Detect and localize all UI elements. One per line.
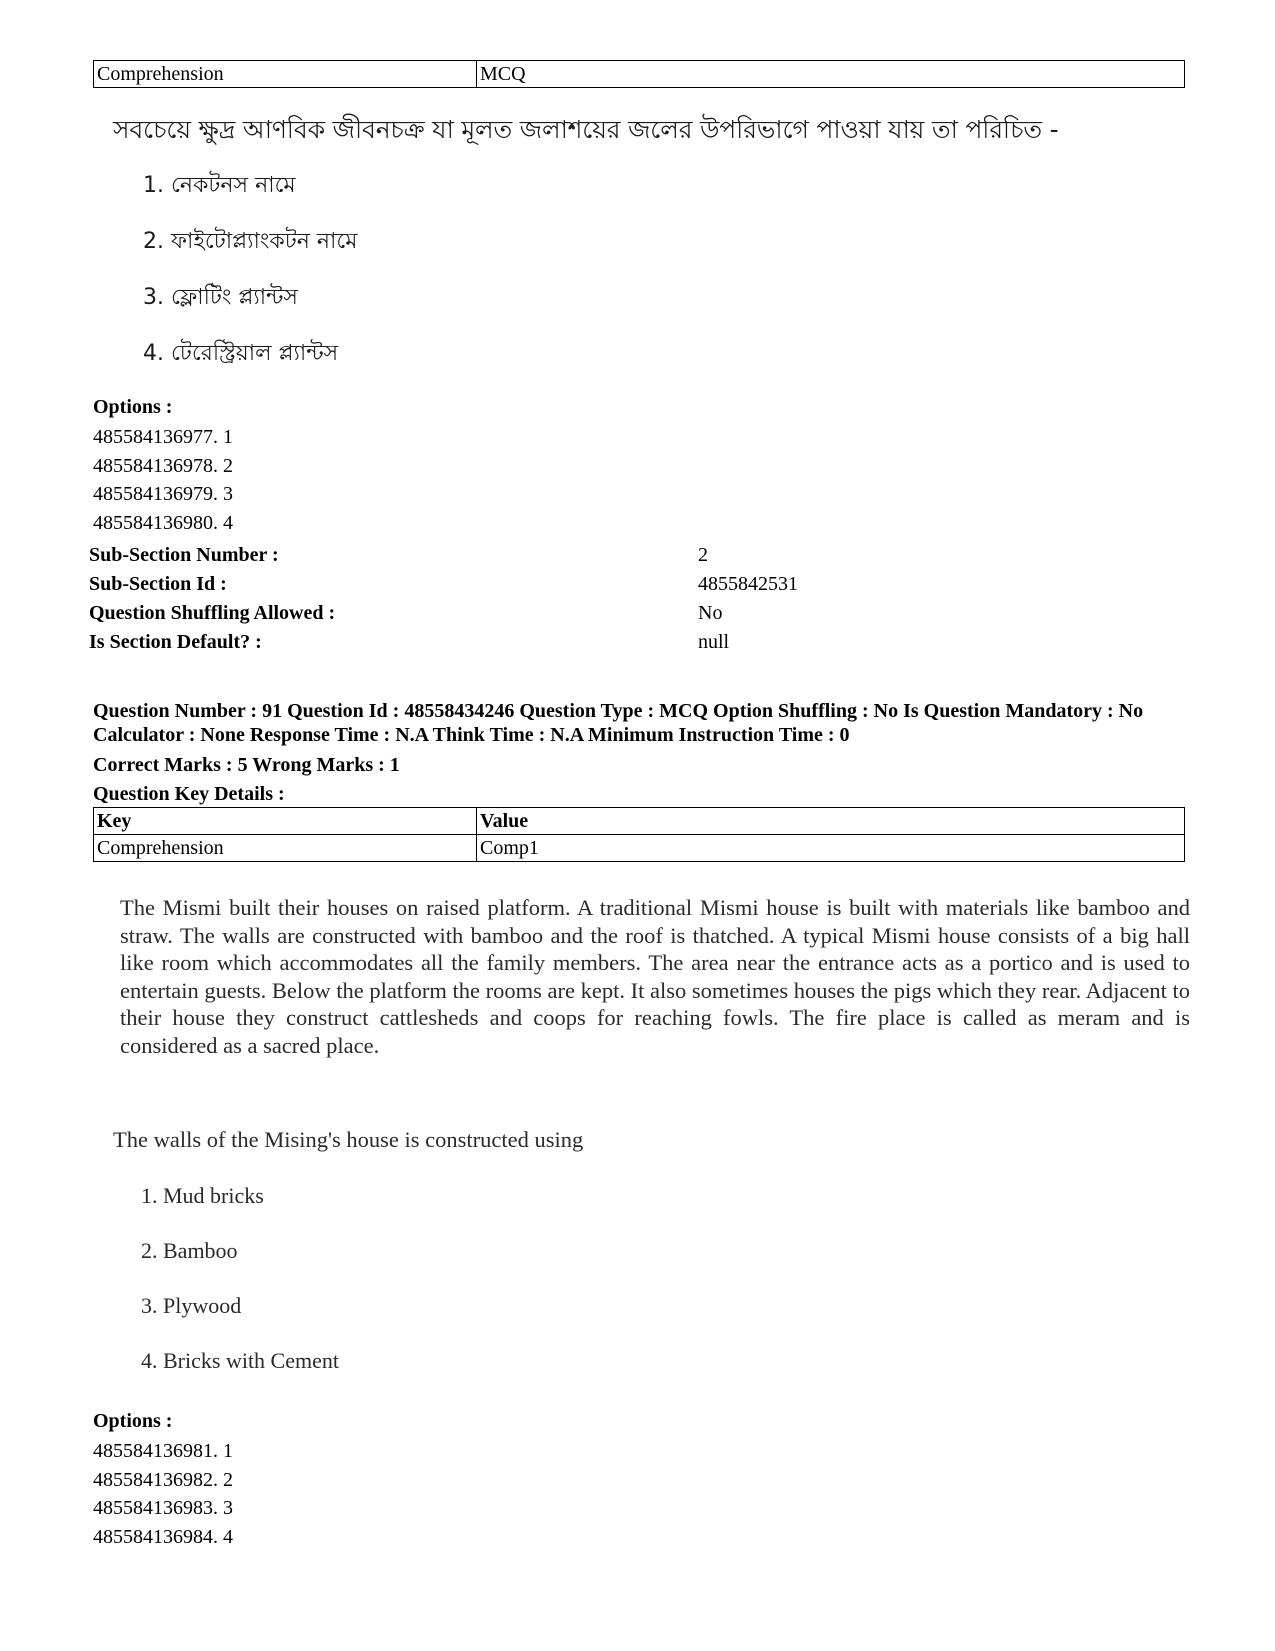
question-choice: 4. Bricks with Cement [141, 1348, 339, 1373]
question-stem: The walls of the Mising's house is constructed using [113, 1127, 584, 1152]
option-item: 485584136978. 2 [93, 454, 233, 477]
option-item: 485584136983. 3 [93, 1497, 233, 1520]
top-type-table [93, 60, 1185, 88]
table-cell-value: MCQ [477, 61, 1185, 88]
table-header-key: Key [94, 808, 477, 835]
question-choice: 3. ফ্লোটিং প্ল্যান্টস [143, 285, 298, 310]
options-list [93, 1437, 233, 1552]
option-item: 485584136977. 1 [93, 426, 233, 448]
key-details-label: Question Key Details : [93, 783, 285, 805]
question-choice: 3. Plywood [141, 1293, 242, 1318]
table-cell-key: Comprehension [94, 61, 477, 88]
subsection-number-label: Sub-Section Number : [89, 544, 279, 566]
question-choice: 2. Bamboo [141, 1238, 238, 1263]
table-cell-value: Comp1 [477, 835, 1185, 862]
table-header-row [94, 808, 1185, 835]
table-cell-key: Comprehension [94, 835, 477, 862]
subsection-id-label: Sub-Section Id : [89, 573, 227, 595]
question-shuffling-value: No [698, 602, 723, 624]
section-default-label: Is Section Default? : [89, 631, 262, 653]
option-item: 485584136980. 4 [93, 512, 233, 535]
question-shuffling-label: Question Shuffling Allowed : [89, 602, 336, 624]
question-choice: 4. টেরেস্ট্রিয়াল প্ল্যান্টস [143, 341, 339, 366]
subsection-id-value: 4855842531 [698, 573, 798, 595]
question-choice: 1. নেকটনস নামে [143, 173, 296, 198]
options-label: Options : [93, 1410, 173, 1432]
question-choice: 2. ফাইটোপ্ল্যাংকটন নামে [143, 229, 358, 254]
option-item: 485584136982. 2 [93, 1468, 233, 1491]
option-item: 485584136981. 1 [93, 1440, 233, 1462]
option-item: 485584136979. 3 [93, 483, 233, 506]
table-header-value: Value [477, 808, 1185, 835]
question-stem-bengali: সবচেয়ে ক্ষুদ্র আণবিক জীবনচক্র যা মূলত জলাশয়ের জলের উপরিভাগে পাওয়া যায় তা পরিচিত - [113, 115, 1059, 144]
table-row [94, 835, 1185, 862]
option-item: 485584136984. 4 [93, 1526, 233, 1549]
key-details-table [93, 807, 1185, 862]
options-label: Options : [93, 396, 173, 418]
table-row [94, 61, 1185, 88]
question-meta: Question Number : 91 Question Id : 48558434246 Question Type : MCQ Option Shuffling : No Is Question Mandatory : No Calculator : None Response Time : N.A Think Time : N.A Minimum Instruction Time : 0 [93, 700, 1144, 746]
options-list [93, 423, 233, 538]
marks-line: Correct Marks : 5 Wrong Marks : 1 [93, 754, 400, 776]
comprehension-passage: The Mismi built their houses on raised platform. A traditional Mismi house is built with materials like bamboo and straw. The walls are constructed with bamboo and the roof is thatched. A typical Mismi house consists of a big hall like room which accommodates all the family members. The area near the entrance acts as a portico and is used to entertain guests. Below the platform the rooms are kept. It also sometimes houses the pigs which they rear. Adjacent to their house they construct cattlesheds and coops for reaching fowls. The fire place is called as meram and is considered as a sacred place. [120, 895, 1190, 1058]
section-default-value: null [698, 631, 730, 653]
subsection-number-value: 2 [698, 544, 708, 566]
question-choice: 1. Mud bricks [141, 1183, 264, 1208]
